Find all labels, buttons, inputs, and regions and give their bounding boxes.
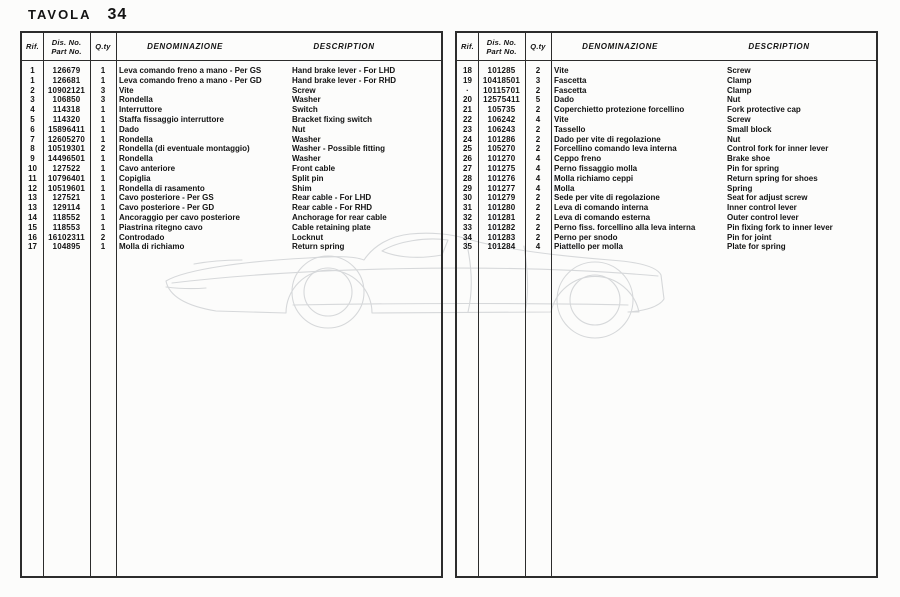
cell-qty: 3	[535, 75, 541, 85]
cell-qty: 2	[535, 134, 541, 144]
cell-qty: 1	[100, 105, 106, 115]
cell-qty: 2	[535, 222, 541, 232]
table-row	[22, 135, 441, 145]
table-row	[22, 86, 441, 96]
header-qty: Q.ty	[530, 42, 546, 51]
page-title	[28, 6, 127, 24]
cell-rif: 10	[28, 163, 37, 173]
cell-rif: 31	[463, 203, 472, 213]
cell-description: Hand brake lever - For LHD	[292, 66, 396, 75]
cell-qty: 4	[535, 173, 541, 183]
cell-description: Nut	[727, 95, 741, 105]
cell-rif: 33	[463, 222, 472, 232]
cell-qty: 1	[100, 114, 106, 124]
header-dis-no: Dis. No.	[486, 37, 517, 47]
table-row	[22, 154, 441, 164]
cell-part-number: 10519601	[47, 183, 86, 193]
cell-qty: 2	[535, 212, 541, 222]
cell-part-number: 104895	[52, 242, 81, 252]
table-row	[457, 242, 876, 252]
cell-qty: 4	[535, 114, 541, 124]
cell-description: Washer	[292, 95, 321, 105]
cell-description: Screw	[727, 114, 751, 124]
cell-rif: 20	[463, 95, 472, 105]
cell-description: Bracket fixing switch	[292, 114, 373, 124]
cell-denominazione: Rondella	[119, 154, 153, 164]
table-row	[457, 203, 876, 213]
cell-denominazione: Molla	[554, 183, 575, 193]
cell-rif: 21	[463, 105, 472, 115]
cell-part-number: 15896411	[48, 124, 85, 134]
table-row	[22, 95, 441, 105]
table-row	[457, 125, 876, 135]
cell-rif: 35	[463, 242, 472, 252]
cell-denominazione: Cavo anteriore	[119, 163, 176, 173]
cell-part-number: 106243	[487, 124, 516, 134]
cell-qty: 5	[535, 95, 541, 105]
cell-description: Seat for adjust screw	[727, 193, 808, 203]
cell-denominazione: Coperchietto protezione forcellino	[554, 105, 685, 115]
cell-denominazione: Dado	[119, 124, 139, 134]
cell-description: Outer control lever	[727, 212, 799, 222]
cell-description: Pin for spring	[727, 163, 779, 173]
cell-part-number: 101270	[487, 154, 516, 164]
cell-denominazione: Vite	[554, 114, 569, 124]
cell-part-number: 101277	[487, 183, 516, 193]
table-row	[22, 203, 441, 213]
cell-denominazione: Rondella (di eventuale montaggio)	[119, 144, 250, 154]
cell-qty: 1	[100, 183, 106, 193]
cell-denominazione: Leva comando freno a mano - Per GS	[119, 66, 262, 75]
cell-denominazione: Piattello per molla	[554, 242, 623, 252]
cell-part-number: 10519301	[47, 144, 86, 154]
cell-description: Anchorage for rear cable	[292, 212, 387, 222]
cell-qty: 2	[100, 144, 106, 154]
cell-qty: 2	[535, 85, 541, 95]
cell-qty: 1	[100, 124, 106, 134]
header-description: DESCRIPTION	[313, 42, 375, 51]
cell-denominazione: Perno fiss. forcellino alla leva interna	[554, 222, 696, 232]
cell-rif: 14	[28, 212, 37, 222]
header-rif: Rif.	[461, 42, 474, 51]
cell-qty: 1	[100, 242, 106, 252]
cell-description: Pin for joint	[727, 232, 772, 242]
cell-description: Return spring for shoes	[727, 173, 818, 183]
cell-denominazione: Tassello	[554, 124, 586, 134]
cell-qty: 2	[535, 232, 541, 242]
cell-qty: 4	[535, 242, 541, 252]
cell-rif: 8	[30, 144, 35, 154]
cell-denominazione: Cavo posteriore - Per GS	[119, 193, 214, 203]
cell-denominazione: Fascetta	[554, 85, 587, 95]
cell-description: Rear cable - For LHD	[292, 193, 372, 203]
table-row	[457, 164, 876, 174]
cell-description: Clamp	[727, 85, 752, 95]
cell-part-number: 106242	[487, 114, 516, 124]
cell-part-number: 105270	[487, 144, 516, 154]
cell-part-number: 127522	[52, 163, 81, 173]
cell-qty: 1	[100, 163, 106, 173]
cell-part-number: 126679	[52, 66, 81, 75]
table-row	[22, 223, 441, 233]
table-row	[22, 213, 441, 223]
table-row	[457, 213, 876, 223]
cell-rif: 13	[28, 193, 37, 203]
table-row	[22, 76, 441, 86]
cell-denominazione: Piastrina ritegno cavo	[119, 222, 203, 232]
table-row	[457, 95, 876, 105]
cell-part-number: 14496501	[47, 154, 86, 164]
table-row	[457, 233, 876, 243]
table-row	[22, 115, 441, 125]
cell-part-number: 101280	[487, 203, 516, 213]
cell-description: Hand brake lever - For RHD	[292, 75, 397, 85]
cell-rif: 24	[463, 134, 472, 144]
cell-rif: 29	[463, 183, 472, 193]
table-row	[457, 154, 876, 164]
cell-denominazione: Ancoraggio per cavo posteriore	[119, 212, 240, 222]
cell-qty: 2	[535, 66, 541, 75]
cell-rif: 2	[30, 85, 35, 95]
cell-part-number: 118552	[52, 212, 81, 222]
header-dis-no: Dis. No.	[51, 37, 82, 47]
table-row	[457, 135, 876, 145]
cell-part-number: 101284	[487, 242, 516, 252]
cell-qty: 2	[535, 144, 541, 154]
cell-qty: 1	[100, 66, 106, 75]
header-part-no: Part No.	[51, 46, 82, 56]
cell-part-number: 101276	[487, 173, 516, 183]
cell-qty: 4	[535, 163, 541, 173]
cell-part-number: 126681	[52, 75, 81, 85]
cell-rif: 28	[463, 173, 472, 183]
cell-qty: 1	[100, 212, 106, 222]
cell-denominazione: Leva di comando esterna	[554, 212, 651, 222]
cell-part-number: 101285	[487, 66, 516, 75]
cell-part-number: 10115701	[483, 85, 520, 95]
cell-qty: 2	[535, 105, 541, 115]
cell-rif: 27	[463, 163, 472, 173]
cell-denominazione: Molla di richiamo	[119, 242, 185, 252]
cell-rif: 25	[463, 144, 472, 154]
cell-denominazione: Leva comando freno a mano - Per GD	[119, 75, 262, 85]
cell-part-number: 101275	[487, 163, 516, 173]
cell-rif: 19	[463, 75, 472, 85]
cell-denominazione: Interruttore	[119, 105, 163, 115]
cell-part-number: 101282	[487, 222, 516, 232]
table-row	[457, 193, 876, 203]
cell-rif: 5	[30, 114, 35, 124]
cell-denominazione: Fascetta	[554, 75, 587, 85]
cell-rif: 11	[28, 173, 37, 183]
cell-description: Plate for spring	[727, 242, 786, 252]
table-row	[22, 164, 441, 174]
table-row	[457, 86, 876, 96]
header-part-number	[478, 33, 525, 60]
cell-part-number: 105735	[487, 105, 516, 115]
title-number: 34	[107, 6, 128, 23]
cell-part-number: 16102311	[48, 232, 85, 242]
cell-denominazione: Rondella	[119, 95, 153, 105]
header-denominazione: DENOMINAZIONE	[147, 42, 223, 51]
cell-denominazione: Rondella	[119, 134, 153, 144]
cell-denominazione: Forcellino comando leva interna	[554, 144, 677, 154]
cell-qty: 1	[100, 75, 106, 85]
cell-qty: 1	[100, 173, 106, 183]
cell-rif: 1	[30, 75, 35, 85]
cell-description: Clamp	[727, 75, 752, 85]
cell-qty: 1	[100, 193, 106, 203]
cell-denominazione: Ceppo freno	[554, 154, 602, 164]
cell-rif: 22	[463, 114, 472, 124]
cell-description: Control fork for inner lever	[727, 144, 829, 154]
cell-denominazione: Controdado	[119, 232, 165, 242]
cell-part-number: 129114	[52, 203, 81, 213]
table-row	[22, 242, 441, 252]
cell-description: Brake shoe	[727, 154, 771, 164]
table-row	[457, 184, 876, 194]
table-row	[22, 184, 441, 194]
cell-part-number: 101286	[487, 134, 516, 144]
cell-description: Cable retaining plate	[292, 222, 371, 232]
cell-part-number: 114320	[52, 114, 81, 124]
table-row	[457, 115, 876, 125]
cell-rif: 34	[463, 232, 472, 242]
cell-denominazione: Perno per snodo	[554, 232, 618, 242]
cell-denominazione: Dado per vite di regolazione	[554, 134, 661, 144]
header-denominazione: DENOMINAZIONE	[582, 42, 658, 51]
cell-description: Switch	[292, 105, 318, 115]
parts-table-right	[455, 31, 878, 578]
table-row	[22, 125, 441, 135]
table-row	[22, 105, 441, 115]
cell-description: Shim	[292, 183, 312, 193]
cell-part-number: 101283	[487, 232, 516, 242]
table-row	[457, 66, 876, 76]
header-qty: Q.ty	[95, 42, 111, 51]
cell-description: Spring	[727, 183, 753, 193]
table-row	[22, 193, 441, 203]
cell-description: Washer	[292, 134, 321, 144]
cell-rif: 17	[28, 242, 37, 252]
cell-description: Split pin	[292, 173, 324, 183]
cell-description: Return spring	[292, 242, 345, 252]
cell-description: Nut	[292, 124, 306, 134]
cell-denominazione: Molla richiamo ceppi	[554, 173, 634, 183]
header-description: DESCRIPTION	[748, 42, 810, 51]
cell-qty: 1	[100, 134, 106, 144]
cell-part-number: 10902121	[47, 85, 86, 95]
header-part-no: Part No.	[486, 46, 517, 56]
table-body	[22, 66, 441, 252]
cell-part-number: 10418501	[482, 75, 521, 85]
cell-rif: 7	[30, 134, 35, 144]
cell-part-number: 127521	[52, 193, 81, 203]
table-row	[457, 144, 876, 154]
cell-part-number: 12575411	[483, 95, 520, 105]
cell-rif: 26	[463, 154, 472, 164]
cell-description: Locknut	[292, 232, 324, 242]
cell-denominazione: Staffa fissaggio interruttore	[119, 114, 224, 124]
cell-qty: 1	[100, 203, 106, 213]
header-rif: Rif.	[26, 42, 39, 51]
cell-part-number: 118553	[52, 222, 81, 232]
cell-part-number: 114318	[52, 105, 81, 115]
cell-description: Front cable	[292, 163, 336, 173]
cell-qty: 4	[535, 154, 541, 164]
cell-rif: 13	[28, 203, 37, 213]
cell-description: Small block	[727, 124, 772, 134]
cell-part-number: 12605270	[47, 134, 86, 144]
header-divider	[457, 60, 876, 61]
cell-denominazione: Copiglia	[119, 173, 151, 183]
cell-part-number: 10796401	[47, 173, 86, 183]
cell-denominazione: Rondella di rasamento	[119, 183, 205, 193]
cell-description: Screw	[292, 85, 316, 95]
cell-part-number: 106850	[52, 95, 81, 105]
cell-rif: 30	[463, 193, 472, 203]
cell-rif: 32	[463, 212, 472, 222]
cell-description: Fork protective cap	[727, 105, 801, 115]
cell-rif: 3	[30, 95, 35, 105]
table-row	[22, 66, 441, 76]
cell-rif: 16	[28, 232, 37, 242]
cell-qty: 2	[100, 232, 106, 242]
cell-denominazione: Dado	[554, 95, 574, 105]
cell-qty: 1	[100, 222, 106, 232]
cell-qty: 2	[535, 124, 541, 134]
parts-table-left	[20, 31, 443, 578]
cell-qty: 3	[100, 85, 106, 95]
cell-rif: 15	[28, 222, 37, 232]
table-row	[457, 76, 876, 86]
table-row	[22, 174, 441, 184]
cell-description: Washer - Possible fitting	[292, 144, 386, 154]
cell-qty: 3	[100, 95, 106, 105]
cell-denominazione: Perno fissaggio molla	[554, 163, 638, 173]
cell-description: Pin fixing fork to inner lever	[727, 222, 833, 232]
cell-qty: 2	[535, 203, 541, 213]
table-row	[22, 233, 441, 243]
cell-denominazione: Sede per vite di regolazione	[554, 193, 660, 203]
header-divider	[22, 60, 441, 61]
header-part-number	[43, 33, 90, 60]
cell-rif: 9	[30, 154, 35, 164]
cell-rif: 4	[30, 105, 35, 115]
cell-qty: 4	[535, 183, 541, 193]
cell-description: Nut	[727, 134, 741, 144]
cell-qty: 1	[100, 154, 106, 164]
cell-denominazione: Vite	[554, 66, 569, 75]
cell-rif: 6	[30, 124, 35, 134]
table-row	[457, 223, 876, 233]
cell-rif: 12	[28, 183, 37, 193]
table-row	[457, 174, 876, 184]
cell-part-number: 101279	[487, 193, 516, 203]
cell-description: Screw	[727, 66, 751, 75]
table-body	[457, 66, 876, 252]
table-row	[22, 144, 441, 154]
cell-part-number: 101281	[487, 212, 516, 222]
cell-denominazione: Leva di comando interna	[554, 203, 649, 213]
cell-denominazione: Cavo posteriore - Per GD	[119, 203, 215, 213]
cell-description: Washer	[292, 154, 321, 164]
cell-denominazione: Vite	[119, 85, 134, 95]
title-label: TAVOLA	[28, 7, 92, 22]
cell-rif: ·	[466, 85, 469, 95]
cell-rif: 23	[463, 124, 472, 134]
table-row	[457, 105, 876, 115]
cell-description: Rear cable - For RHD	[292, 203, 373, 213]
cell-description: Inner control lever	[727, 203, 797, 213]
cell-qty: 2	[535, 193, 541, 203]
cell-rif: 18	[463, 66, 472, 75]
cell-rif: 1	[30, 66, 35, 75]
